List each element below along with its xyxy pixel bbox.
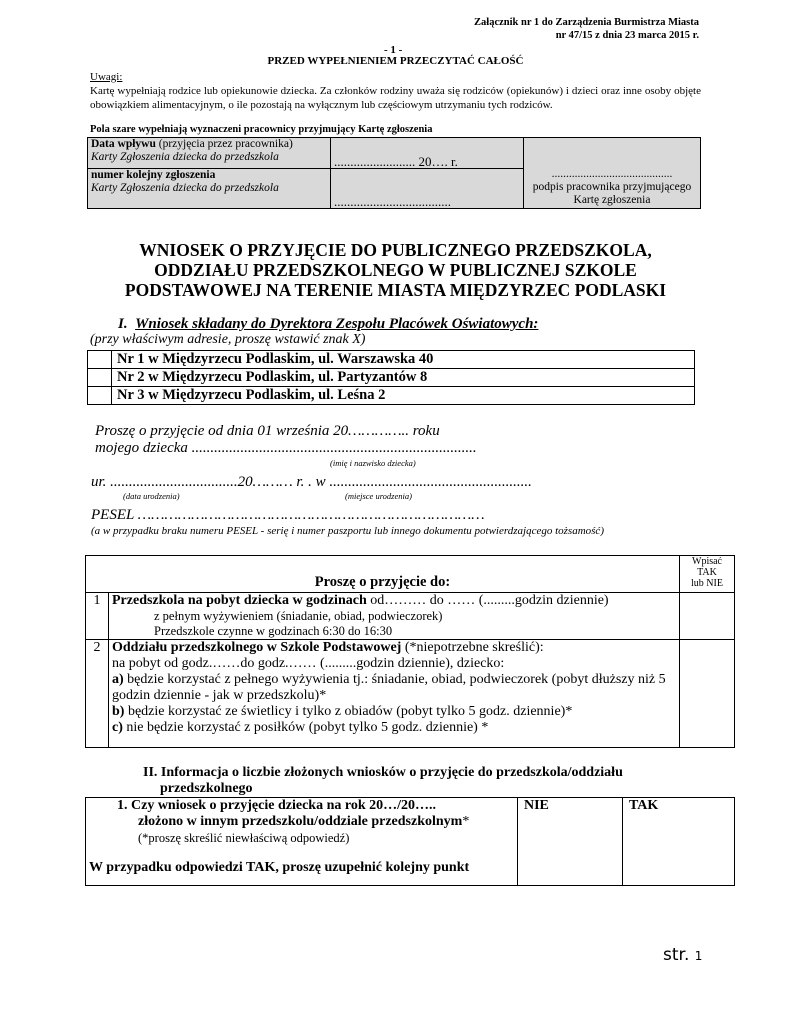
date-value: ......................... 20…. r. [334,154,458,169]
request-header-note [680,556,735,593]
question-line-2: złożono w innym przedszkolu/oddziale przedszkolnym [138,814,463,829]
date-label-sub: Karty Zgłoszenia dziecka do przedszkola [91,151,279,163]
row-1-content [109,593,680,640]
school-3-checkbox[interactable] [88,387,112,405]
read-all-notice: PRZED WYPEŁNIENIEM PRZECZYTAĆ CAŁOŚĆ [267,55,524,67]
option-a-text: będzie korzystać z pełnego wyżywienia tj.: śniadanie, obiad, podwieczorek (pobyt dłuższy niż 5 godzin dziennie - jak w przedszkolu)* [112,672,666,703]
request-header: Proszę o przyjęcie do: [86,556,680,593]
birth-place-caption: (miejsce urodzenia) [345,491,412,501]
number-label-bold: numer kolejny zgłoszenia [91,169,216,181]
header-note-line-3: lub NIE [691,578,723,589]
row-1-sub-2: Przedszkole czynne w godzinach 6:30 do 16:30 [154,624,393,638]
remarks-label: Uwagi: [90,71,123,83]
page-footer [663,945,702,965]
form-title [90,240,701,300]
attachment-line-2: nr 47/15 z dnia 23 marca 2015 r. [555,30,699,41]
option-c-text: nie będzie korzystać z posiłków (pobyt tylko 5 godz. dziennie) * [122,720,489,735]
child-name-line[interactable]: mojego dziecka ............................................................................ [95,440,477,456]
request-header-row [86,556,735,593]
date-label-cell [88,138,331,169]
answer-tak[interactable]: TAK [623,798,735,886]
number-label-cell [88,169,331,209]
option-b-key: b) [112,704,125,719]
header-note-line-1: Wpisać [692,556,722,567]
signature-dots: .......................................... [551,168,673,180]
option-b-text: będzie korzystać ze świetlicy i tylko z obiadów (pobyt tylko 5 godz. dziennie)* [124,704,573,719]
grey-fields-note: Pola szare wypełniają wyznaczeni pracownicy przyjmujący Kartę zgłoszenia [90,124,433,135]
pesel-note: (a w przypadku braku numeru PESEL - serię i numer paszportu lub innego dokumentu potwierdzającego tożsamość) [91,525,604,537]
number-label-sub: Karty Zgłoszenia dziecka do przedszkola [91,182,279,194]
question-cell [86,798,518,886]
question-note: (*proszę skreślić niewłaściwą odpowiedź) [138,831,350,845]
title-line-1: WNIOSEK O PRZYJĘCIE DO PUBLICZNEGO PRZEDSZKOLA, [139,240,652,260]
question-star: * [462,814,470,829]
section-1-numeral: I. [118,316,128,332]
section-2-heading-cont: przedszkolnego [160,781,253,796]
school-row [88,387,695,405]
row-2-bold: Oddziału przedszkolnego w Szkole Podstawowej [112,640,402,655]
request-row-2 [86,640,735,748]
remarks-text: Kartę wypełniają rodzice lub opiekunowie dziecka. Za członków rodziny uważa się rodziców (opiekunów) i dzieci oraz inne osoby objęte obowiązkiem alimentacyjnym, o ile pozostają na wyłącznym lub częściowym utrzymaniu tych rodziców. [90,85,701,111]
row-2-answer-cell[interactable] [680,640,735,748]
school-row [88,351,695,369]
school-2-checkbox[interactable] [88,369,112,387]
request-table [85,555,735,748]
school-3-label: Nr 3 w Międzyrzecu Podlaskim, ul. Leśna 2 [112,387,695,405]
row-1-rest: od……… do …… (.........godzin dziennie) [366,593,609,608]
school-1-label: Nr 1 w Międzyrzecu Podlaskim, ul. Warszawska 40 [112,351,695,369]
header-note-line-2: TAK [697,567,717,578]
question-table [85,797,735,886]
question-line-1: 1. Czy wniosek o przyjęcie dziecka na rok 20…/20….. [117,798,436,813]
row-2-content [109,640,680,748]
schools-table [87,350,695,405]
title-line-2: ODDZIAŁU PRZEDSZKOLNEGO W PUBLICZNEJ SZKOLE [154,260,637,280]
section-2-heading: II. Informacja o liczbie złożonych wniosków o przyjęcie do przedszkola/oddziału [143,765,623,780]
title-line-3: PODSTAWOWEJ NA TERENIE MIASTA MIĘDZYRZEC PODLASKI [124,280,667,300]
option-c-key: c) [112,720,123,735]
date-label-bold: Data wpływu [91,138,156,150]
row-2-hours: na pobyt od godz.……do godz.…… (.........godzin dziennie), dziecko: [112,656,505,671]
row-1-answer-cell[interactable] [680,593,735,640]
page-number: 1 [694,949,703,963]
date-value-cell[interactable] [331,138,524,169]
section-1-instruction: (przy właściwym adresie, proszę wstawić znak X) [90,332,366,347]
answer-nie[interactable]: NIE [518,798,623,886]
school-row [88,369,695,387]
section-1-heading [118,316,538,333]
row-2-rest: (*niepotrzebne skreślić): [401,640,544,655]
section-1-title: Wniosek składany do Dyrektora Zespołu Placówek Oświatowych: [135,316,539,332]
number-value: .................................... [334,194,451,209]
school-2-label: Nr 2 w Międzyrzecu Podlaskim, ul. Partyzantów 8 [112,369,695,387]
signature-cell[interactable] [524,138,701,209]
row-2-number: 2 [86,640,109,748]
intake-table [87,137,701,209]
option-a-key: a) [112,672,124,687]
child-name-caption: (imię i nazwisko dziecka) [330,458,416,468]
school-1-checkbox[interactable] [88,351,112,369]
page-marker: - 1 - [384,44,403,56]
pesel-line[interactable]: PESEL …………………………………………………………………… [91,507,485,523]
page-label: str. [663,945,690,965]
signature-line-2: Kartę zgłoszenia [573,194,651,206]
date-label-rest: (przyjęcia przez pracownika) [155,138,293,150]
row-1-sub-1: z pełnym wyżywieniem (śniadanie, obiad, podwieczorek) [154,609,443,623]
request-row-1 [86,593,735,640]
number-value-cell[interactable] [331,169,524,209]
row-1-bold: Przedszkola na pobyt dziecka w godzinach [112,593,367,608]
question-follow-up: W przypadku odpowiedzi TAK, proszę uzupełnić kolejny punkt [89,860,470,875]
attachment-line-1: Załącznik nr 1 do Zarządzenia Burmistrza Miasta [474,17,699,28]
start-date-line[interactable]: Proszę o przyjęcie od dnia 01 września 20………….. roku [95,423,440,439]
question-row [86,798,735,886]
birth-line[interactable]: ur. ..................................20……… r. . w ...................................................... [91,474,532,490]
birth-date-caption: (data urodzenia) [123,491,180,501]
signature-line-1: podpis pracownika przyjmującego [532,181,692,193]
row-1-number: 1 [86,593,109,640]
